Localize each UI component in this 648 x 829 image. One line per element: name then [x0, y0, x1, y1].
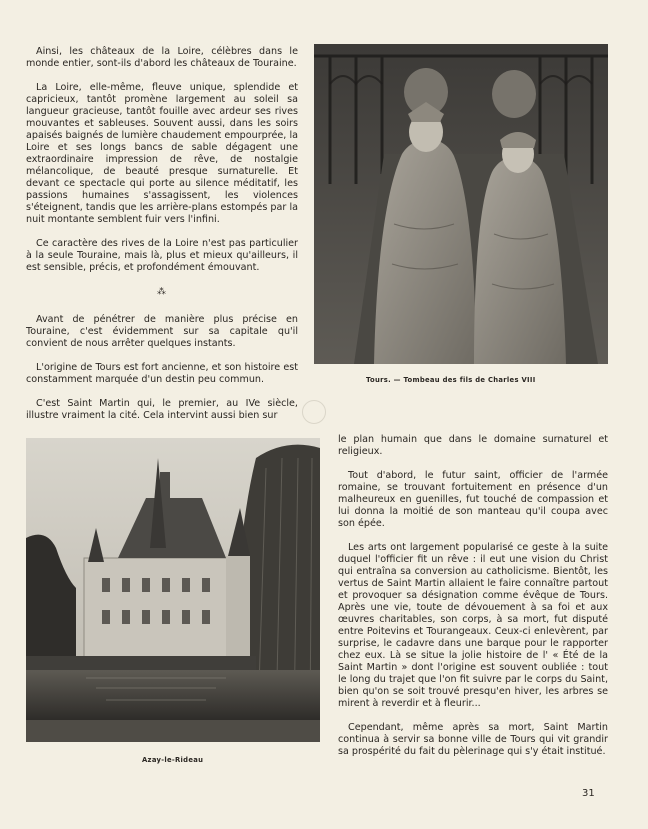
- paragraph: Tout d'abord, le futur saint, officier de l'armée romaine, se trouvant fortuitement en présence d'un malheureux en guenilles, fut touché de compassion et lui donna la moitié de son manteau qu'il coupa avec son épée.: [338, 470, 608, 529]
- paragraph: Ce caractère des rives de la Loire n'est pas particulier à la seule Touraine, mais là, plus et mieux qu'ailleurs, il est sensible, précis, et profondément émouvant.: [26, 238, 298, 273]
- paragraph: C'est Saint Martin qui, le premier, au IVe siècle, illustre vraiment la cité. Cela intervint aussi bien sur: [26, 398, 298, 421]
- tomb-photo: [314, 44, 608, 364]
- paragraph: L'origine de Tours est fort ancienne, et son histoire est constamment marquée d'un destin peu commun.: [26, 362, 298, 385]
- azay-photo-caption: Azay-le-Rideau: [142, 756, 204, 764]
- paragraph: le plan humain que dans le domaine surnaturel et religieux.: [338, 434, 608, 457]
- paragraph: La Loire, elle-même, fleuve unique, splendide et capricieux, tantôt promène largement au soleil sa langueur gracieuse, tantôt fouille avec ardeur ses rives mouvantes et sableuses. Souvent aussi, dans les soirs apaisés baignés de lumière chaudement empourprée, la Loire et ses longs bancs de sable dégagent une extraordinaire impression de rêve, de nostalgie mélancolique, de beauté presque surnaturelle. Et devant ce spectacle qui porte au silence méditatif, les passions humaines s'assagissent, les violences s'éteignent, tandis que les arrière-plans estompés par la nuit montante semblent fuir vers l'infini.: [26, 82, 298, 225]
- right-text-column: [338, 434, 608, 770]
- castle-illustration: [26, 438, 320, 742]
- paragraph: Les arts ont largement popularisé ce geste à la suite duquel l'officier fit un rêve : il eut une vision du Christ qui entraîna sa conversion au catholicisme. Bientôt, les vertus de Saint Martin allaient le faire connaître partout et provoquer sa désignation comme évêque de Tours. Après une vie, toute de dévouement à sa foi et aux œuvres charitables, son corps, à sa mort, fut disputé entre Poitevins et Tourangeaux. Ceux-ci enlevèrent, par surprise, le cadavre dans une barque pour le rapporter chez eux. Là se situe la jolie histoire de l' « Été de la Saint Martin » dont l'origine est souvent oubliée : tout le long du trajet que l'on fit suivre par le corps du Saint, bien qu'on se soit trouvé presqu'en hiver, les arbres se mirent à reverdir et à fleurir...: [338, 542, 608, 709]
- paragraph: Ainsi, les châteaux de la Loire, célèbres dans le monde entier, sont-ils d'abord les châteaux de Touraine.: [26, 46, 298, 69]
- paragraph: Avant de pénétrer de manière plus précise en Touraine, c'est évidemment sur sa capitale qu'il convient de nous arrêter quelques instants.: [26, 314, 298, 349]
- section-separator: ⁂: [157, 287, 167, 297]
- tomb-illustration: [314, 44, 608, 364]
- left-text-column: [26, 46, 298, 434]
- tomb-photo-caption: Tours. — Tombeau des fils de Charles VIII: [366, 376, 536, 384]
- page-number: 31: [582, 788, 595, 799]
- paragraph: Cependant, même après sa mort, Saint Martin continua à servir sa bonne ville de Tours qui vit grandir sa prospérité du fait du pèlerinage qui s'y était institué.: [338, 722, 608, 757]
- azay-le-rideau-photo: [26, 438, 320, 742]
- library-stamp-icon: [302, 400, 326, 424]
